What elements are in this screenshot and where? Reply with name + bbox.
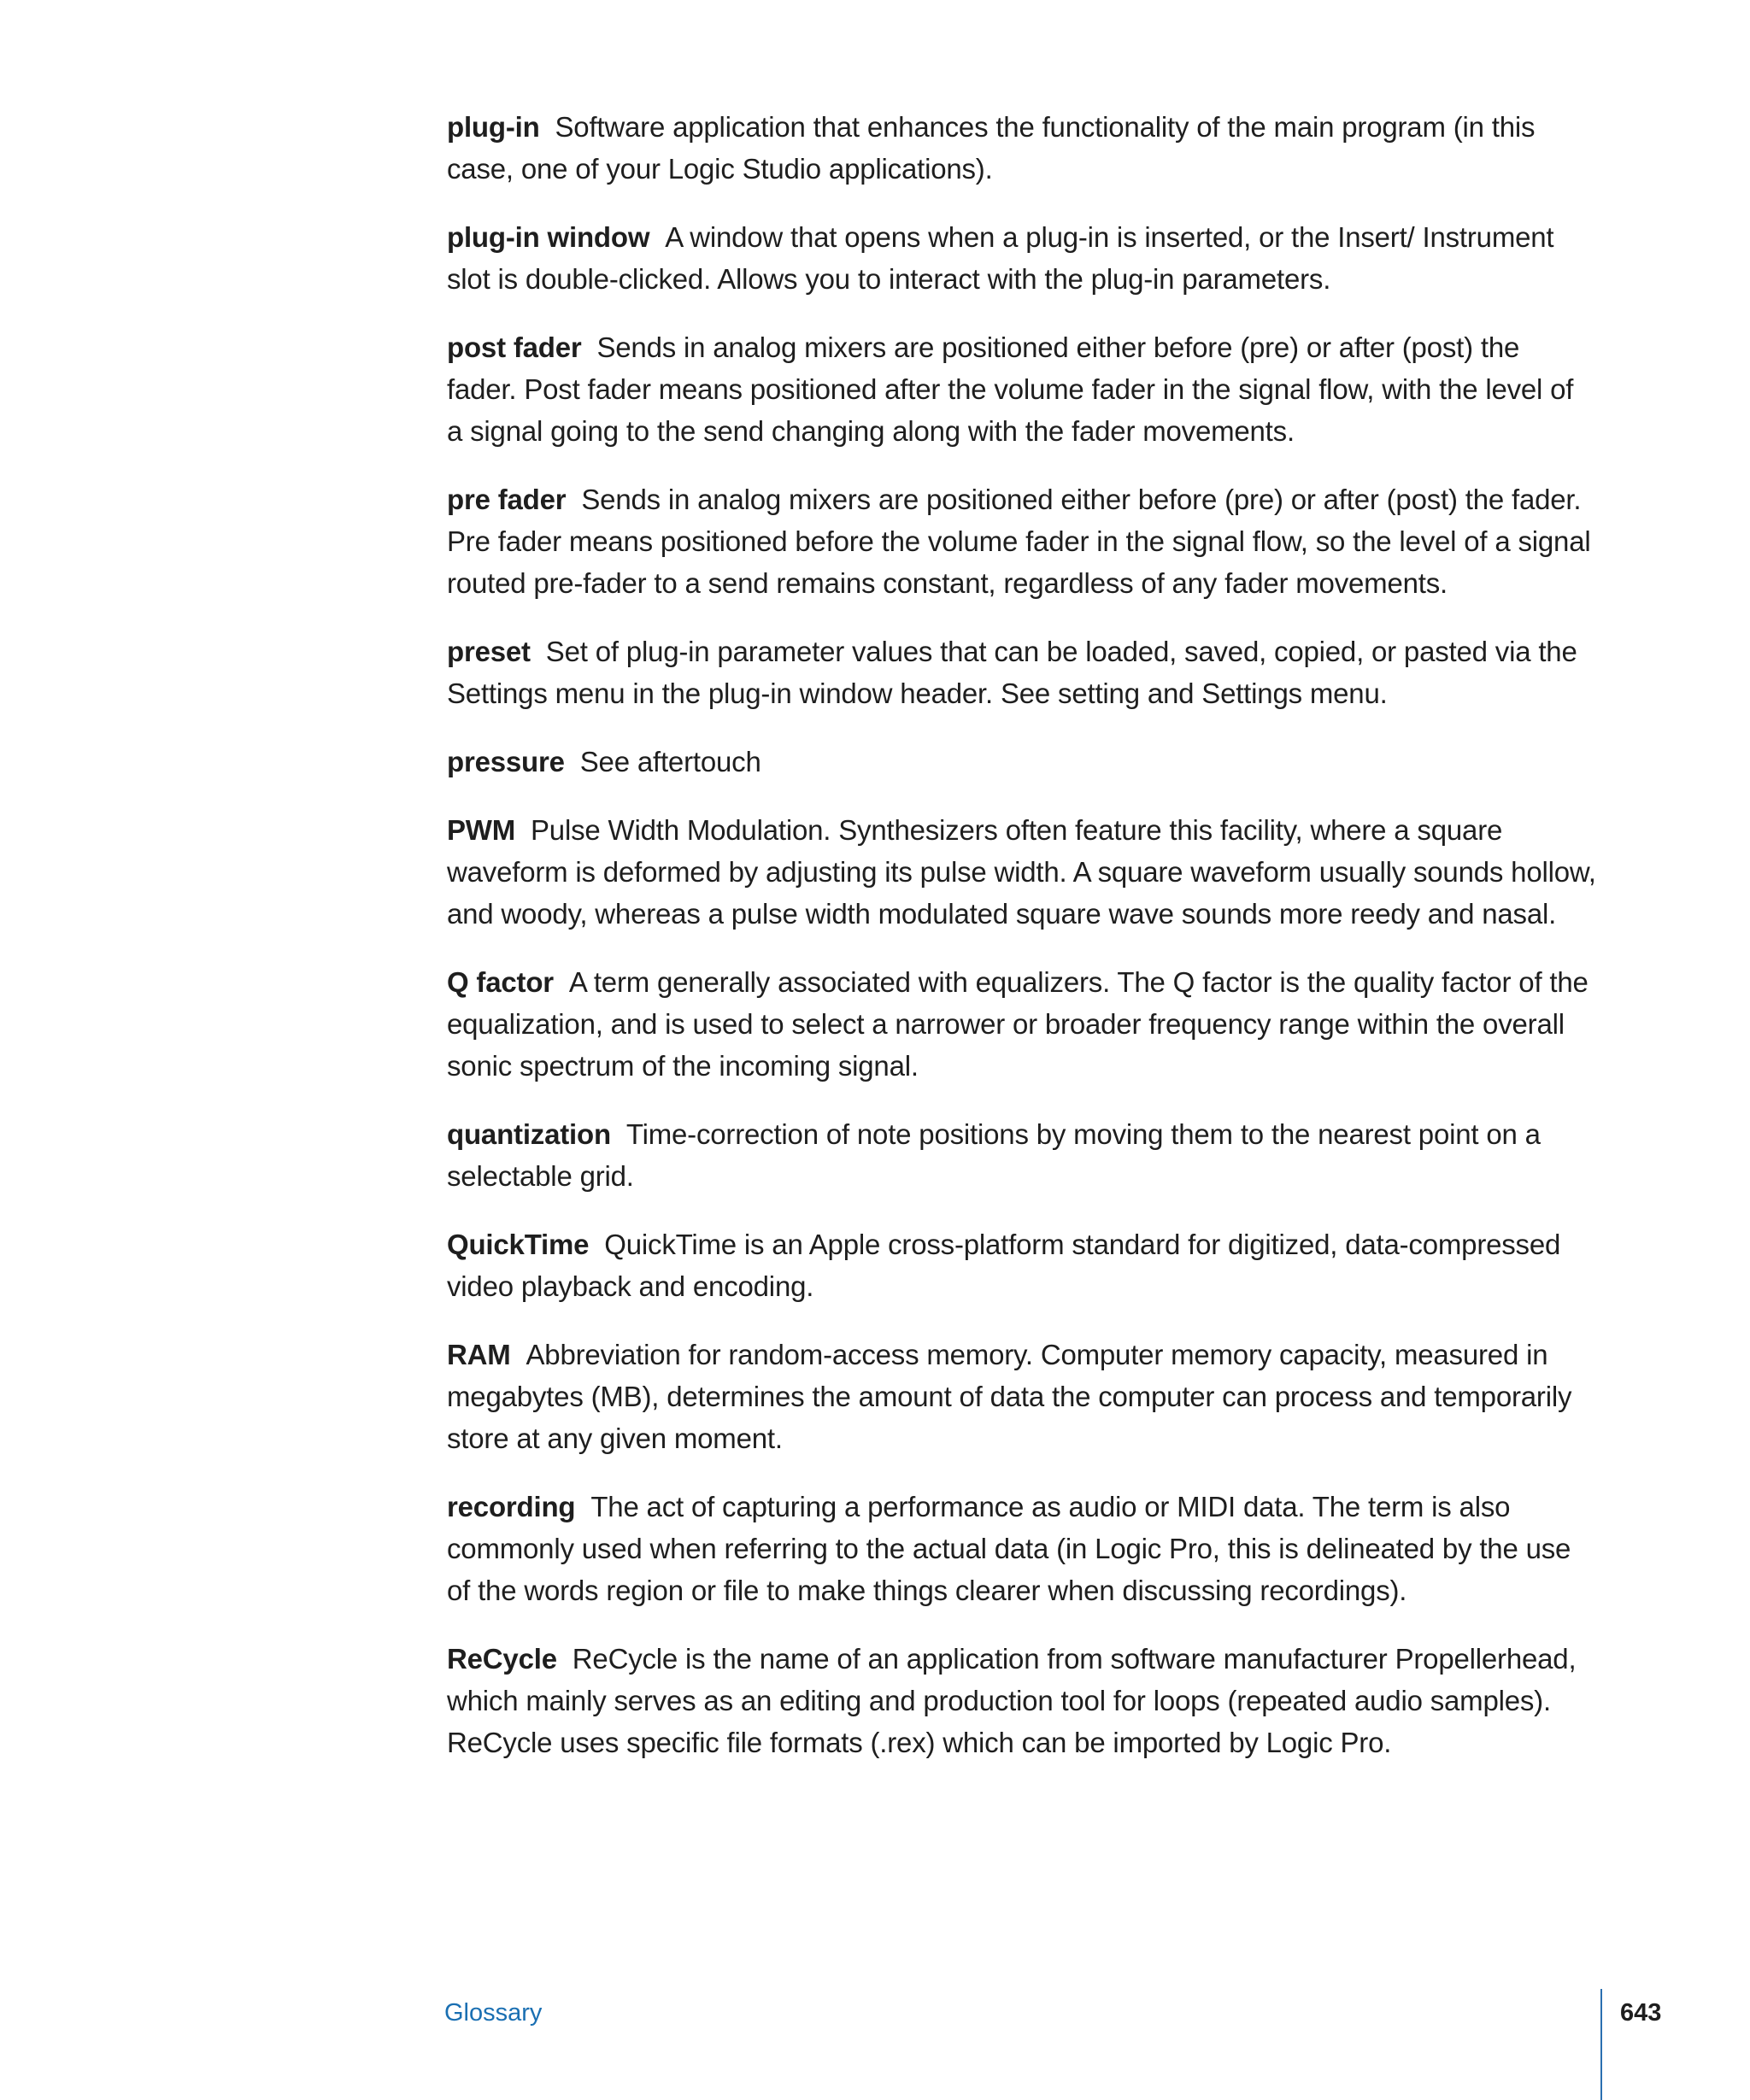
glossary-entry-preset bbox=[447, 631, 1596, 714]
footer-section-label: Glossary bbox=[444, 1999, 543, 2027]
glossary-definition: See aftertouch bbox=[579, 746, 761, 777]
glossary-definition: ReCycle is the name of an application from software manufacturer Propellerhead, which mainly serves as an editing and production tool for loops (repeated audio samples). ReCycle uses specific file formats (.rex) which can be imported by Logic Pro. bbox=[447, 1643, 1577, 1758]
glossary-term: QuickTime bbox=[447, 1229, 590, 1260]
glossary-entry-quantization bbox=[447, 1113, 1596, 1197]
glossary-entry-post-fader bbox=[447, 326, 1596, 452]
glossary-definition: Sends in analog mixers are positioned either before (pre) or after (post) the fader. Pre fader means positioned before the volume fader in the signal flow, so the level of a signal routed pre-fader to a send remains constant, regardless of any fader movements. bbox=[447, 484, 1591, 599]
glossary-entry-recording bbox=[447, 1486, 1596, 1611]
glossary-entry-plug-in bbox=[447, 106, 1596, 190]
glossary-term: plug-in window bbox=[447, 221, 650, 253]
glossary-term: plug-in bbox=[447, 111, 540, 143]
glossary-definition: Software application that enhances the functionality of the main program (in this case, one of your Logic Studio applications). bbox=[447, 111, 1536, 185]
glossary-definition: A window that opens when a plug-in is inserted, or the Insert/ Instrument slot is double-clicked. Allows you to interact with the plug-in parameters. bbox=[447, 221, 1554, 295]
glossary-term: RAM bbox=[447, 1339, 511, 1370]
glossary-term: preset bbox=[447, 636, 531, 667]
page-number: 643 bbox=[1620, 1999, 1662, 2027]
glossary-definition: Pulse Width Modulation. Synthesizers often feature this facility, where a square waveform is deformed by adjusting its pulse width. A square waveform usually sounds hollow, and woody, whereas a pulse width modulated square wave sounds more reedy and nasal. bbox=[447, 814, 1596, 930]
glossary-entry-pwm bbox=[447, 809, 1596, 935]
glossary-term: Q factor bbox=[447, 966, 554, 998]
glossary-definition: Time-correction of note positions by moving them to the nearest point on a selectable grid. bbox=[447, 1118, 1541, 1192]
glossary-entry-plug-in-window bbox=[447, 216, 1596, 300]
glossary-definition: QuickTime is an Apple cross-platform standard for digitized, data-compressed video playback and encoding. bbox=[447, 1229, 1561, 1302]
glossary-entry-pressure bbox=[447, 741, 1596, 783]
glossary-definition: Sends in analog mixers are positioned either before (pre) or after (post) the fader. Post fader means positioned after the volume fader in the signal flow, with the level of a signal going to the send changing along with the fader movements. bbox=[447, 331, 1574, 447]
glossary-entry-quicktime bbox=[447, 1223, 1596, 1307]
glossary-term: post fader bbox=[447, 331, 582, 363]
glossary-term: quantization bbox=[447, 1118, 611, 1150]
glossary-definition: Set of plug-in parameter values that can be loaded, saved, copied, or pasted via the Settings menu in the plug-in window header. See setting and Settings menu. bbox=[447, 636, 1577, 709]
glossary-entry-pre-fader bbox=[447, 478, 1596, 604]
glossary-entries bbox=[447, 106, 1596, 1790]
glossary-definition: A term generally associated with equalizers. The Q factor is the quality factor of the equalization, and is used to select a narrower or broader frequency range within the overall sonic spectrum of the incoming signal. bbox=[447, 966, 1589, 1082]
glossary-term: ReCycle bbox=[447, 1643, 557, 1675]
glossary-entry-q-factor bbox=[447, 961, 1596, 1087]
glossary-term: recording bbox=[447, 1491, 576, 1522]
glossary-entry-recycle bbox=[447, 1638, 1596, 1763]
glossary-term: pre fader bbox=[447, 484, 567, 515]
glossary-term: pressure bbox=[447, 746, 565, 777]
glossary-term: PWM bbox=[447, 814, 516, 846]
glossary-definition: Abbreviation for random-access memory. Computer memory capacity, measured in megabytes (MB), determines the amount of data the computer can process and temporarily store at any given moment. bbox=[447, 1339, 1572, 1454]
footer-divider bbox=[1600, 1989, 1602, 2100]
glossary-entry-ram bbox=[447, 1334, 1596, 1459]
glossary-definition: The act of capturing a performance as audio or MIDI data. The term is also commonly used when referring to the actual data (in Logic Pro, this is delineated by the use of the words region or file to make things clearer when discussing recordings). bbox=[447, 1491, 1571, 1606]
